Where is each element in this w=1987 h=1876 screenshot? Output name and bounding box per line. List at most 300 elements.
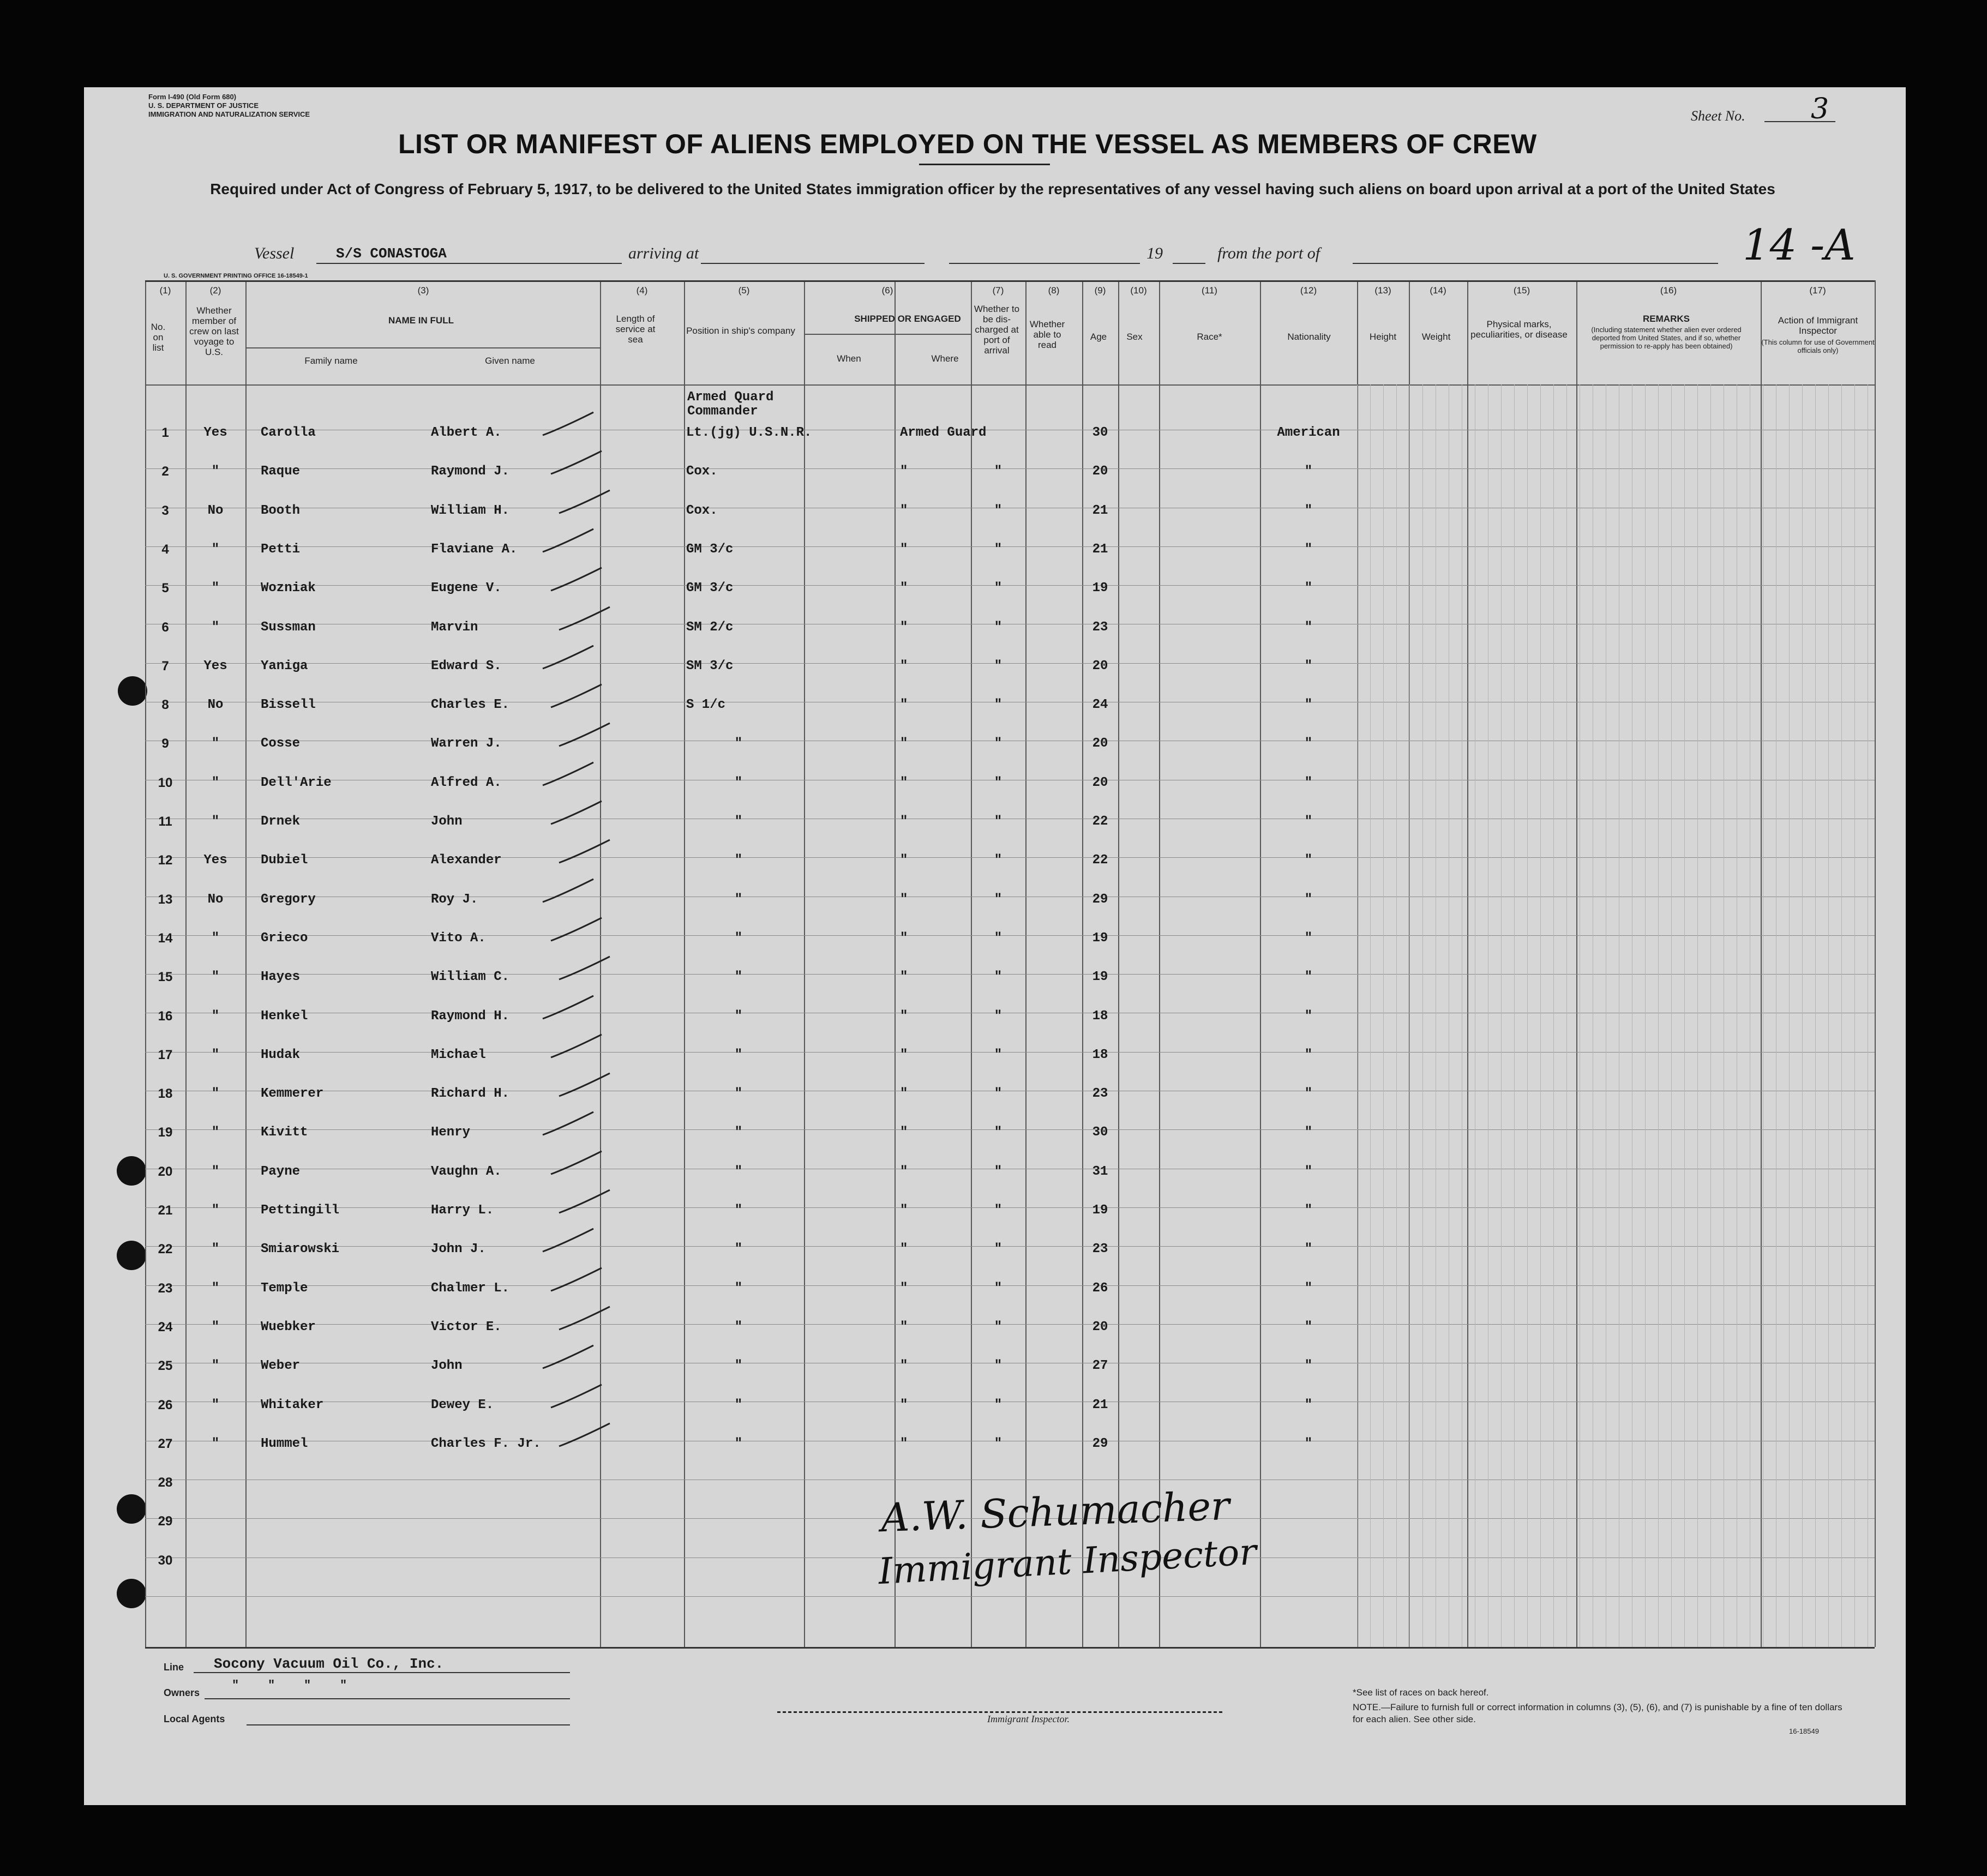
ledger-rule [1409, 384, 1410, 1647]
nationality-cell: " [1304, 1203, 1313, 1218]
discharged-cell: " [994, 698, 1002, 712]
table-top-rule [145, 280, 1875, 282]
form-service: IMMIGRATION AND NATURALIZATION SERVICE [148, 110, 310, 118]
inspector-signature: A.W. Schumacher [880, 1482, 1230, 1541]
column-rule [1761, 280, 1762, 1647]
position-cell: Cox. [686, 464, 718, 479]
header-discharged: Whether to be dis-charged at port of arrival [974, 304, 1020, 356]
line-value: Socony Vacuum Oil Co., Inc. [214, 1656, 444, 1672]
immigrant-inspector-label: Immigrant Inspector. [987, 1713, 1070, 1724]
row-number: 14 [158, 931, 173, 946]
family-name-cell: Drnek [261, 814, 301, 829]
shipped-where-cell: " [900, 1203, 908, 1218]
given-name-cell: Eugene V. [431, 581, 502, 596]
column-number: (10) [1130, 285, 1147, 296]
header-given-name: Given name [485, 356, 535, 366]
row-number: 6 [161, 620, 169, 635]
last-voyage-cell: " [211, 1436, 220, 1451]
vessel-line [316, 263, 622, 264]
check-mark [548, 798, 608, 831]
given-name-cell: Richard H. [431, 1086, 510, 1101]
discharged-cell: " [994, 1048, 1002, 1062]
discharged-cell: " [994, 1436, 1002, 1451]
last-voyage-cell: " [211, 1048, 220, 1062]
shipped-where-cell: " [900, 464, 908, 479]
header-no: No. on list [151, 322, 166, 353]
column-number: (8) [1048, 285, 1060, 296]
row-number: 20 [158, 1164, 173, 1179]
header-able-to-read: Whether able to read [1029, 319, 1065, 350]
age-cell: 27 [1092, 1358, 1108, 1373]
header-height: Height [1369, 332, 1397, 342]
nationality-cell: " [1304, 581, 1313, 596]
row-number: 8 [161, 698, 169, 712]
family-name-cell: Temple [261, 1281, 308, 1296]
family-name-cell: Petti [261, 542, 301, 557]
punch-hole [118, 676, 147, 706]
ledger-rule [1828, 384, 1829, 1647]
header-inspector-action: Action of Immigrant Inspector [1778, 315, 1858, 336]
position-cell: GM 3/c [686, 542, 734, 557]
nationality-cell: " [1304, 736, 1313, 751]
column-rule [1025, 280, 1026, 1647]
nationality-cell: " [1304, 970, 1313, 984]
line-label: Line [164, 1662, 184, 1673]
discharged-cell: " [994, 970, 1002, 984]
punch-hole [117, 1579, 146, 1608]
row-number: 1 [161, 425, 169, 440]
check-mark [548, 681, 608, 714]
year-line [1173, 263, 1205, 264]
nationality-cell: American [1277, 425, 1340, 440]
ledger-rule [1658, 384, 1659, 1647]
age-cell: 22 [1092, 853, 1108, 868]
check-mark [548, 564, 608, 597]
sheet-number-value: 3 [1811, 93, 1829, 125]
shipped-where-cell: " [900, 1125, 908, 1140]
age-cell: 21 [1092, 542, 1108, 557]
nationality-cell: " [1304, 1281, 1313, 1296]
nationality-cell: " [1304, 1048, 1313, 1062]
given-name-cell: Victor E. [431, 1320, 502, 1334]
last-voyage-cell: " [211, 464, 220, 479]
header-physical-marks: Physical marks, peculiarities, or disease [1470, 319, 1568, 340]
nationality-cell: " [1304, 1125, 1313, 1140]
check-mark [540, 1225, 600, 1258]
given-name-cell: Roy J. [431, 892, 478, 907]
row-number: 3 [161, 503, 169, 518]
nationality-cell: " [1304, 464, 1313, 479]
check-mark [540, 526, 600, 558]
vessel-name: S/S CONASTOGA [336, 245, 447, 262]
owners-label: Owners [164, 1687, 200, 1698]
form-id-line: Form I-490 (Old Form 680) [148, 93, 237, 101]
shipped-where-cell: " [900, 542, 908, 557]
position-cell: " [734, 736, 743, 751]
column-rule [1159, 280, 1160, 1647]
shipped-where-cell: Armed Guard [900, 425, 987, 440]
nationality-cell: " [1304, 1164, 1313, 1179]
position-cell: " [734, 1398, 743, 1412]
check-mark [540, 993, 600, 1025]
check-mark [540, 876, 600, 909]
header-weight: Weight [1421, 332, 1451, 342]
family-name-cell: Booth [261, 503, 301, 518]
row-number: 30 [158, 1553, 173, 1568]
family-name-cell: Weber [261, 1358, 301, 1373]
discharged-cell: " [994, 659, 1002, 674]
line-field [194, 1672, 570, 1673]
age-cell: 22 [1092, 814, 1108, 829]
header-age: Age [1090, 332, 1107, 342]
check-mark [540, 1342, 600, 1375]
ledger-rule [1671, 384, 1672, 1647]
shipped-where-cell: " [900, 853, 908, 868]
family-name-cell: Smiarowski [261, 1242, 340, 1256]
row-number: 25 [158, 1358, 173, 1373]
column-number: (6) [881, 285, 893, 296]
discharged-cell: " [994, 775, 1002, 790]
row-number: 2 [161, 464, 169, 479]
discharged-cell: " [994, 1398, 1002, 1412]
last-voyage-cell: " [211, 970, 220, 984]
ledger-rule [1383, 384, 1384, 1647]
age-cell: 19 [1092, 931, 1108, 946]
shipped-where-cell: " [900, 1320, 908, 1334]
punch-hole [117, 1241, 146, 1270]
last-voyage-cell: Yes [203, 425, 227, 440]
column-number: (1) [159, 285, 171, 296]
family-name-cell: Payne [261, 1164, 301, 1179]
position-cell: Lt.(jg) U.S.N.R. [686, 425, 812, 440]
title-underline [919, 164, 1050, 165]
position-cell: GM 3/c [686, 581, 734, 596]
position-cell: SM 3/c [686, 659, 734, 674]
row-number: 21 [158, 1203, 173, 1218]
age-cell: 23 [1092, 620, 1108, 635]
ledger-rule [1802, 384, 1803, 1647]
header-shipped-engaged: SHIPPED OR ENGAGED [854, 314, 961, 324]
header-remarks: REMARKS [1643, 314, 1690, 324]
column-number: (3) [417, 285, 429, 296]
age-cell: 21 [1092, 1398, 1108, 1412]
punch-hole [117, 1156, 146, 1186]
discharged-cell: " [994, 853, 1002, 868]
nationality-cell: " [1304, 853, 1313, 868]
row-number: 16 [158, 1009, 173, 1024]
ledger-rule [1815, 384, 1816, 1647]
last-voyage-cell: " [211, 1164, 220, 1179]
family-name-cell: Dubiel [261, 853, 308, 868]
family-name-cell: Dell'Arie [261, 775, 332, 790]
position-cell: " [734, 931, 743, 946]
discharged-cell: " [994, 503, 1002, 518]
discharged-cell: " [994, 814, 1002, 829]
arriving-line [701, 263, 925, 264]
age-cell: 23 [1092, 1242, 1108, 1256]
given-name-cell: Raymond J. [431, 464, 510, 479]
discharged-cell: " [994, 892, 1002, 907]
nationality-cell: " [1304, 931, 1313, 946]
column-number: (11) [1202, 285, 1217, 296]
age-cell: 26 [1092, 1281, 1108, 1296]
last-voyage-cell: No [207, 892, 224, 907]
given-name-cell: Chalmer L. [431, 1281, 510, 1296]
form-id-block [148, 93, 310, 119]
column-number: (4) [636, 285, 648, 296]
position-cell: " [734, 1009, 743, 1024]
position-cell: S 1/c [686, 698, 726, 712]
age-cell: 24 [1092, 698, 1108, 712]
last-voyage-cell: " [211, 1242, 220, 1256]
column-rule [895, 280, 896, 1647]
last-voyage-cell: " [211, 1281, 220, 1296]
name-subheader-rule [247, 347, 600, 348]
discharged-cell: " [994, 1242, 1002, 1256]
header-family-name: Family name [304, 356, 358, 366]
age-cell: 19 [1092, 1203, 1108, 1218]
check-mark [548, 1031, 608, 1064]
family-name-cell: Hummel [261, 1436, 308, 1451]
last-voyage-cell: Yes [203, 853, 227, 868]
family-name-cell: Hayes [261, 970, 301, 984]
check-mark [556, 720, 616, 753]
header-sex: Sex [1126, 332, 1143, 342]
age-cell: 20 [1092, 659, 1108, 674]
check-mark [548, 1148, 608, 1181]
nationality-cell: " [1304, 1436, 1313, 1451]
row-number: 19 [158, 1125, 173, 1140]
family-name-cell: Hudak [261, 1048, 301, 1062]
last-voyage-cell: " [211, 542, 220, 557]
discharged-cell: " [994, 1203, 1002, 1218]
family-name-cell: Yaniga [261, 659, 308, 674]
age-cell: 19 [1092, 581, 1108, 596]
date-line [949, 263, 1140, 264]
check-mark [556, 1187, 616, 1219]
check-mark [556, 953, 616, 986]
discharged-cell: " [994, 1009, 1002, 1024]
check-mark [548, 448, 608, 480]
row-number: 28 [158, 1475, 173, 1490]
age-cell: 31 [1092, 1164, 1108, 1179]
nationality-cell: " [1304, 1242, 1313, 1256]
ledger-rule [1854, 384, 1855, 1647]
table-bottom-rule [145, 1647, 1875, 1649]
check-mark [540, 409, 600, 442]
position-cell: Cox. [686, 503, 718, 518]
position-note: Armed Quard Commander [687, 390, 774, 419]
header-bottom-rule [145, 384, 1875, 386]
last-voyage-cell: " [211, 620, 220, 635]
nationality-cell: " [1304, 1320, 1313, 1334]
last-voyage-cell: " [211, 1125, 220, 1140]
position-cell: " [734, 1086, 743, 1101]
header-position: Position in ship's company [686, 326, 795, 336]
given-name-cell: Charles E. [431, 698, 510, 712]
owners-value: " " " " [232, 1679, 347, 1692]
age-cell: 18 [1092, 1009, 1108, 1024]
header-nationality: Nationality [1287, 332, 1331, 342]
given-name-cell: Warren J. [431, 736, 502, 751]
family-name-cell: Raque [261, 464, 301, 479]
shipped-where-cell: " [900, 775, 908, 790]
row-number: 29 [158, 1514, 173, 1529]
ledger-rule [1370, 384, 1371, 1647]
position-cell: " [734, 814, 743, 829]
arriving-label: arriving at [628, 244, 699, 262]
column-number: (5) [738, 285, 750, 296]
position-cell: " [734, 1358, 743, 1373]
position-cell: " [734, 775, 743, 790]
last-voyage-cell: " [211, 1086, 220, 1101]
document-title: LIST OR MANIFEST OF ALIENS EMPLOYED ON THE VESSEL AS MEMBERS OF CREW [398, 129, 1537, 159]
given-name-cell: Marvin [431, 620, 478, 635]
family-name-cell: Wuebker [261, 1320, 316, 1334]
given-name-cell: Albert A. [431, 425, 502, 440]
column-number: (12) [1300, 285, 1317, 296]
position-cell: SM 2/c [686, 620, 734, 635]
shipped-where-cell: " [900, 1242, 908, 1256]
row-number: 12 [158, 853, 173, 868]
shipped-where-cell: " [900, 892, 908, 907]
ledger-rule [1514, 384, 1515, 1647]
check-mark [556, 1303, 616, 1336]
from-port-line [1353, 263, 1718, 264]
ledger-rule [1422, 384, 1423, 1647]
vessel-label: Vessel [254, 244, 295, 262]
column-number: (13) [1374, 285, 1391, 296]
header-remarks-note: (Including statement whether alien ever ordered deported from United States, and if so, whether permission to re-apply has been obtained) [1591, 326, 1742, 350]
sheet-number-label: Sheet No. [1691, 108, 1745, 124]
nationality-cell: " [1304, 775, 1313, 790]
position-cell: " [734, 1164, 743, 1179]
discharged-cell: " [994, 1164, 1002, 1179]
column-rule [1576, 280, 1577, 1647]
family-name-cell: Gregory [261, 892, 316, 907]
last-voyage-cell: " [211, 775, 220, 790]
header-inspector-note: (This column for use of Government officials only) [1761, 338, 1875, 354]
year-prefix: 19 [1146, 244, 1163, 262]
discharged-cell: " [994, 931, 1002, 946]
ledger-rule [1710, 384, 1711, 1647]
local-agents-field [247, 1724, 570, 1725]
ledger-rule [1553, 384, 1554, 1647]
column-number: (14) [1430, 285, 1446, 296]
row-number: 24 [158, 1320, 173, 1334]
shipped-where-cell: " [900, 1086, 908, 1101]
row-number: 18 [158, 1086, 173, 1101]
check-mark [556, 1420, 616, 1453]
column-number: (16) [1660, 285, 1677, 296]
family-name-cell: Henkel [261, 1009, 308, 1024]
check-mark [556, 487, 616, 520]
shipped-where-cell: " [900, 1436, 908, 1451]
column-number: (2) [209, 285, 221, 296]
column-number: (17) [1809, 285, 1826, 296]
ledger-rule [1645, 384, 1646, 1647]
race-note: *See list of races on back hereof. [1353, 1687, 1489, 1698]
ledger-rule [1684, 384, 1685, 1647]
row-number: 11 [158, 814, 172, 829]
family-name-cell: Cosse [261, 736, 301, 751]
last-voyage-cell: " [211, 814, 220, 829]
given-name-cell: Alfred A. [431, 775, 502, 790]
row-number: 7 [161, 659, 169, 674]
family-name-cell: Pettingill [261, 1203, 340, 1218]
owners-field [205, 1698, 570, 1699]
position-cell: " [734, 853, 743, 868]
family-name-cell: Bissell [261, 698, 316, 712]
ledger-rule [1540, 384, 1541, 1647]
position-cell: " [734, 1125, 743, 1140]
given-name-cell: Charles F. Jr. [431, 1436, 541, 1451]
last-voyage-cell: " [211, 931, 220, 946]
age-cell: 18 [1092, 1048, 1108, 1062]
inspector-signature-line [777, 1711, 1224, 1713]
shipped-where-cell: " [900, 1398, 908, 1412]
family-name-cell: Kemmerer [261, 1086, 324, 1101]
last-voyage-cell: Yes [203, 659, 227, 674]
family-name-cell: Sussman [261, 620, 316, 635]
given-name-cell: Vito A. [431, 931, 486, 946]
header-name-in-full: NAME IN FULL [388, 315, 454, 326]
shipped-where-cell: " [900, 814, 908, 829]
from-port-label: from the port of [1217, 244, 1320, 262]
age-cell: 21 [1092, 503, 1108, 518]
header-last-voyage: Whether member of crew on last voyage to U.S. [189, 305, 239, 357]
position-cell: " [734, 1048, 743, 1062]
given-name-cell: John J. [431, 1242, 486, 1256]
discharged-cell: " [994, 1086, 1002, 1101]
given-name-cell: William C. [431, 970, 510, 984]
check-mark [556, 837, 616, 869]
last-voyage-cell: No [207, 698, 224, 712]
row-number: 15 [158, 970, 173, 984]
last-voyage-cell: " [211, 736, 220, 751]
shipped-where-cell: " [900, 659, 908, 674]
check-mark [556, 604, 616, 636]
shipped-where-cell: " [900, 581, 908, 596]
age-cell: 29 [1092, 892, 1108, 907]
shipped-where-cell: " [900, 503, 908, 518]
column-number: (15) [1513, 285, 1530, 296]
check-mark [548, 1265, 608, 1297]
last-voyage-cell: " [211, 1320, 220, 1334]
printer-line: U. S. GOVERNMENT PRINTING OFFICE 16-18549-1 [164, 273, 308, 279]
family-name-cell: Carolla [261, 425, 316, 440]
header-when: When [837, 353, 861, 364]
row-number: 17 [158, 1048, 173, 1062]
position-cell: " [734, 1436, 743, 1451]
nationality-cell: " [1304, 1398, 1313, 1412]
shipped-where-cell: " [900, 1048, 908, 1062]
given-name-cell: Flaviane A. [431, 542, 518, 557]
row-number: 5 [161, 581, 169, 596]
punch-hole [117, 1494, 146, 1524]
given-name-cell: John [431, 814, 463, 829]
ledger-rule [1841, 384, 1842, 1647]
shipped-where-cell: " [900, 931, 908, 946]
age-cell: 20 [1092, 464, 1108, 479]
ledger-rule [1697, 384, 1698, 1647]
row-number: 4 [161, 542, 169, 557]
age-cell: 30 [1092, 1125, 1108, 1140]
discharged-cell: " [994, 620, 1002, 635]
check-mark [540, 1109, 600, 1141]
shipped-where-cell: " [900, 1358, 908, 1373]
ledger-rule [1789, 384, 1790, 1647]
